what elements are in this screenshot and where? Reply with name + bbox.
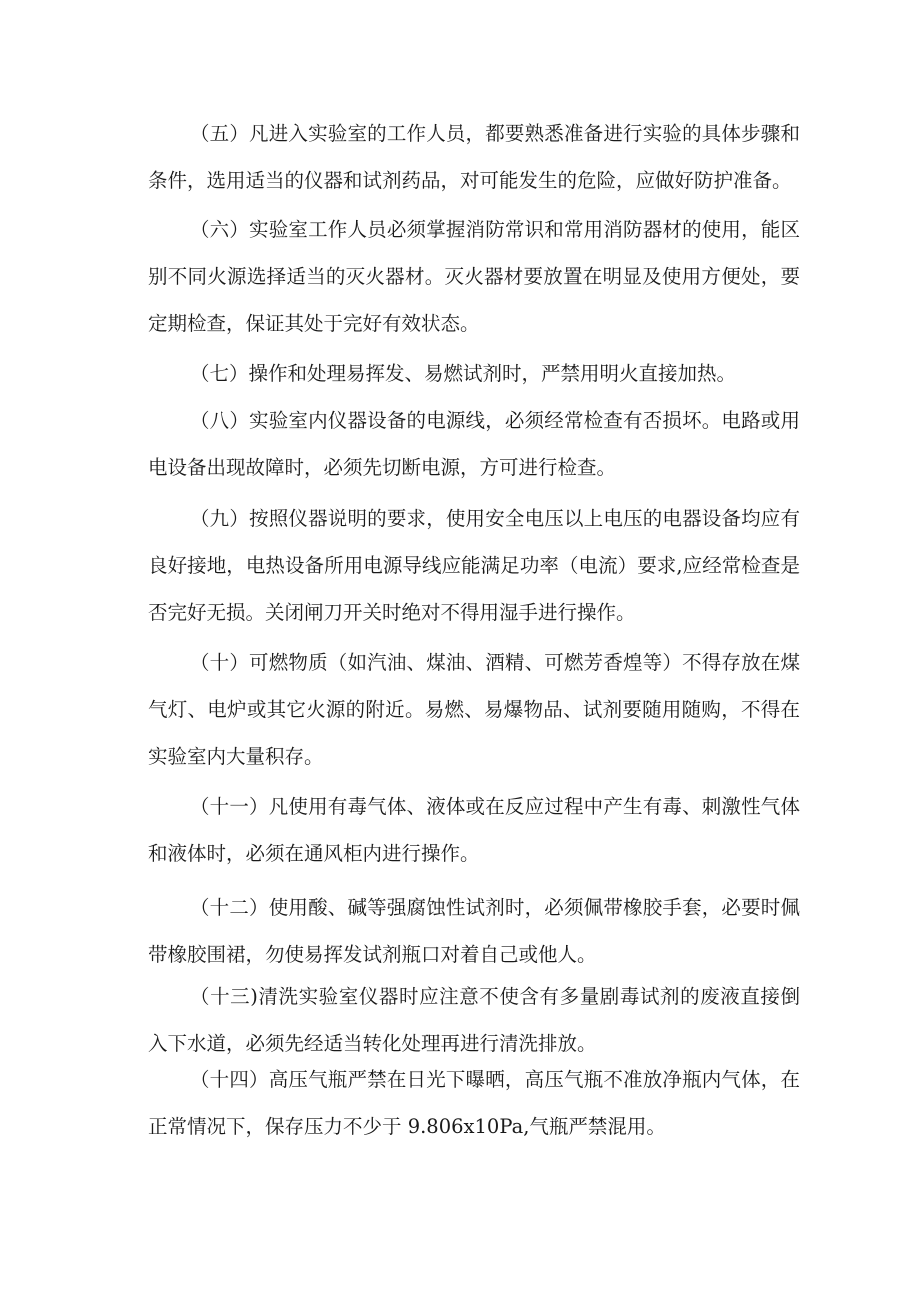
- paragraph-line: （五）凡进入实验室的工作人员，都要熟悉准备进行实验的具体步骤和: [190, 122, 800, 145]
- rule-paragraph-13: [148, 973, 800, 1067]
- rule-paragraph-09: [148, 495, 800, 636]
- paragraph-line: （九）按照仪器说明的要求，使用安全电压以上电压的电器设备均应有: [190, 507, 800, 530]
- rule-paragraph-08: [148, 397, 800, 491]
- paragraph-line: 气灯、电炉或其它火源的附近。易燃、易爆物品、试剂要随用随购，不得在: [148, 698, 800, 721]
- paragraph-line: 良好接地，电热设备所用电源导线应能满足功率（电流）要求,应经常检查是: [148, 554, 800, 577]
- paragraph-line: （七）操作和处理易挥发、易燃试剂时，严禁用明火直接加热。: [190, 362, 737, 385]
- paragraph-line: 别不同火源选择适当的灭火器材。灭火器材要放置在明显及使用方便处，要: [148, 265, 800, 288]
- paragraph-line: 带橡胶围裙，勿使易挥发试剂瓶口对着自己或他人。: [148, 943, 597, 966]
- rule-paragraph-14: [148, 1056, 800, 1150]
- rule-paragraph-10: [148, 639, 800, 780]
- paragraph-line: 电设备出现故障时，必须先切断电源，方可进行检查。: [148, 456, 617, 479]
- rule-paragraph-11: [148, 783, 800, 877]
- paragraph-line: 和液体时，必须在通风柜内进行操作。: [148, 842, 480, 865]
- paragraph-line: （十三)清洗实验室仪器时应注意不使含有多量剧毒试剂的废液直接倒: [190, 985, 800, 1008]
- rule-paragraph-05: [148, 110, 800, 204]
- rule-paragraph-07: [148, 350, 800, 397]
- paragraph-line: （十一）凡使用有毒气体、液体或在反应过程中产生有毒、刺激性气体: [190, 795, 800, 818]
- paragraph-line: （六）实验室工作人员必须掌握消防常识和常用消防器材的使用，能区: [190, 218, 800, 241]
- rule-paragraph-06: [148, 206, 800, 347]
- paragraph-line: （十）可燃物质（如汽油、煤油、酒精、可燃芳香煌等）不得存放在煤: [190, 651, 800, 674]
- paragraph-line: 定期检查，保证其处于完好有效状态。: [148, 312, 480, 335]
- paragraph-line: （十二）使用酸、碱等强腐蚀性试剂时，必须佩带橡胶手套，必要时佩: [190, 896, 800, 919]
- paragraph-line: （八）实验室内仪器设备的电源线，必须经常检查有否损坏。电路或用: [190, 409, 800, 432]
- paragraph-line: 实验室内大量积存。: [148, 745, 324, 768]
- paragraph-line: 入下水道，必须先经适当转化处理再进行清洗排放。: [148, 1032, 597, 1055]
- paragraph-line: 条件，选用适当的仪器和试剂药品，对可能发生的危险，应做好防护准备。: [148, 169, 792, 192]
- paragraph-line: 正常情况下，保存压力不少于 9.806x10Pa,气瓶严禁混用。: [148, 1115, 666, 1138]
- paragraph-line: 否完好无损。关闭闸刀开关时绝对不得用湿手进行操作。: [148, 601, 636, 624]
- paragraph-line: （十四）高压气瓶严禁在日光下曝晒，高压气瓶不准放净瓶内气体，在: [190, 1068, 800, 1091]
- rule-paragraph-12: [148, 884, 800, 978]
